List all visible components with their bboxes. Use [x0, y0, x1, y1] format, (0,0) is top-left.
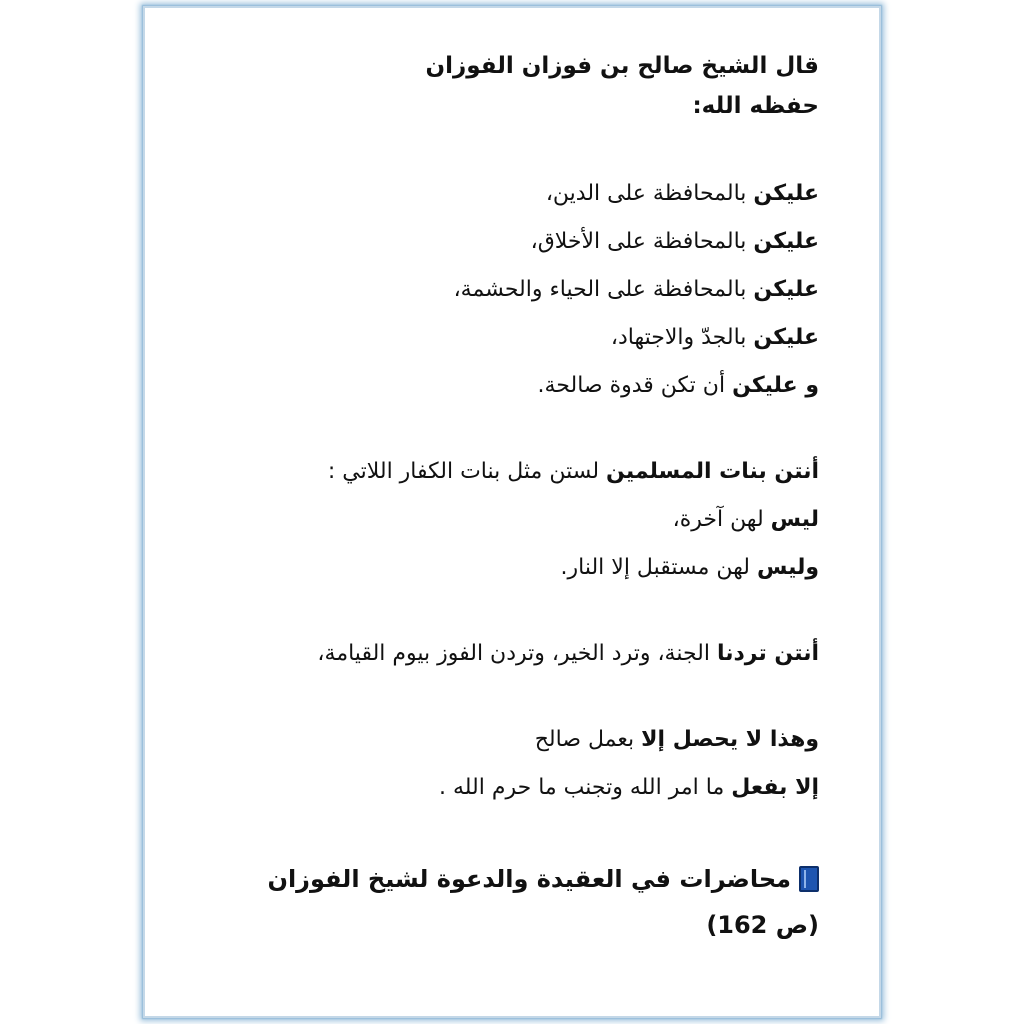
book-icon — [799, 866, 819, 892]
exhortation-line — [185, 314, 819, 362]
exhortation-line — [185, 218, 819, 266]
line-text: بعمل صالح — [534, 727, 642, 752]
bold-phrase: وليس — [756, 555, 819, 580]
reward-line — [185, 630, 819, 678]
bold-phrase: عليكن — [753, 181, 819, 206]
exhortation-line — [185, 266, 819, 314]
line-text: لهن آخرة، — [672, 507, 771, 532]
bold-phrase: إلا بفعل — [731, 775, 819, 800]
bold-phrase: أنتن بنات المسلمين — [606, 459, 819, 484]
line-text: لستن مثل بنات الكفار اللاتي : — [327, 459, 607, 484]
source-page: (ص 162) — [706, 911, 819, 939]
author-blessing: حفظه الله: — [692, 93, 819, 119]
line-text: بالمحافظة على الحياء والحشمة، — [453, 277, 754, 302]
bold-phrase: وهذا لا يحصل إلا — [641, 727, 819, 752]
exhortation-line — [185, 170, 819, 218]
source-title — [185, 856, 819, 902]
bold-prefix: و — [797, 373, 819, 398]
comparison-line — [185, 496, 819, 544]
bold-phrase: عليكن — [732, 373, 798, 398]
line-text: أن تكن قدوة صالحة. — [537, 373, 733, 398]
line-text: بالمحافظة على الأخلاق، — [530, 229, 754, 254]
comparison-line — [185, 448, 819, 496]
bold-phrase: ليس — [770, 507, 819, 532]
line-text: لهن مستقبل إلا النار. — [560, 555, 757, 580]
bold-phrase: عليكن — [753, 325, 819, 350]
exhortation-line — [185, 362, 819, 410]
quote-card — [143, 6, 881, 1018]
line-text: ما امر الله وتجنب ما حرم الله . — [438, 775, 732, 800]
source-book-name: محاضرات في العقيدة والدعوة لشيخ الفوزان — [267, 865, 791, 893]
comparison-line — [185, 544, 819, 592]
line-text: الجنة، وترد الخير، وتردن الفوز بيوم القيامة، — [317, 641, 717, 666]
line-text: بالجدّ والاجتهاد، — [610, 325, 754, 350]
condition-line — [185, 764, 819, 812]
bold-phrase: أنتن تردنا — [717, 641, 819, 666]
bold-phrase: عليكن — [753, 229, 819, 254]
line-text: بالمحافظة على الدين، — [545, 181, 754, 206]
quote-text — [185, 46, 819, 948]
condition-line — [185, 716, 819, 764]
bold-phrase: عليكن — [753, 277, 819, 302]
author-line: قال الشيخ صالح بن فوزان الفوزان — [425, 53, 819, 79]
